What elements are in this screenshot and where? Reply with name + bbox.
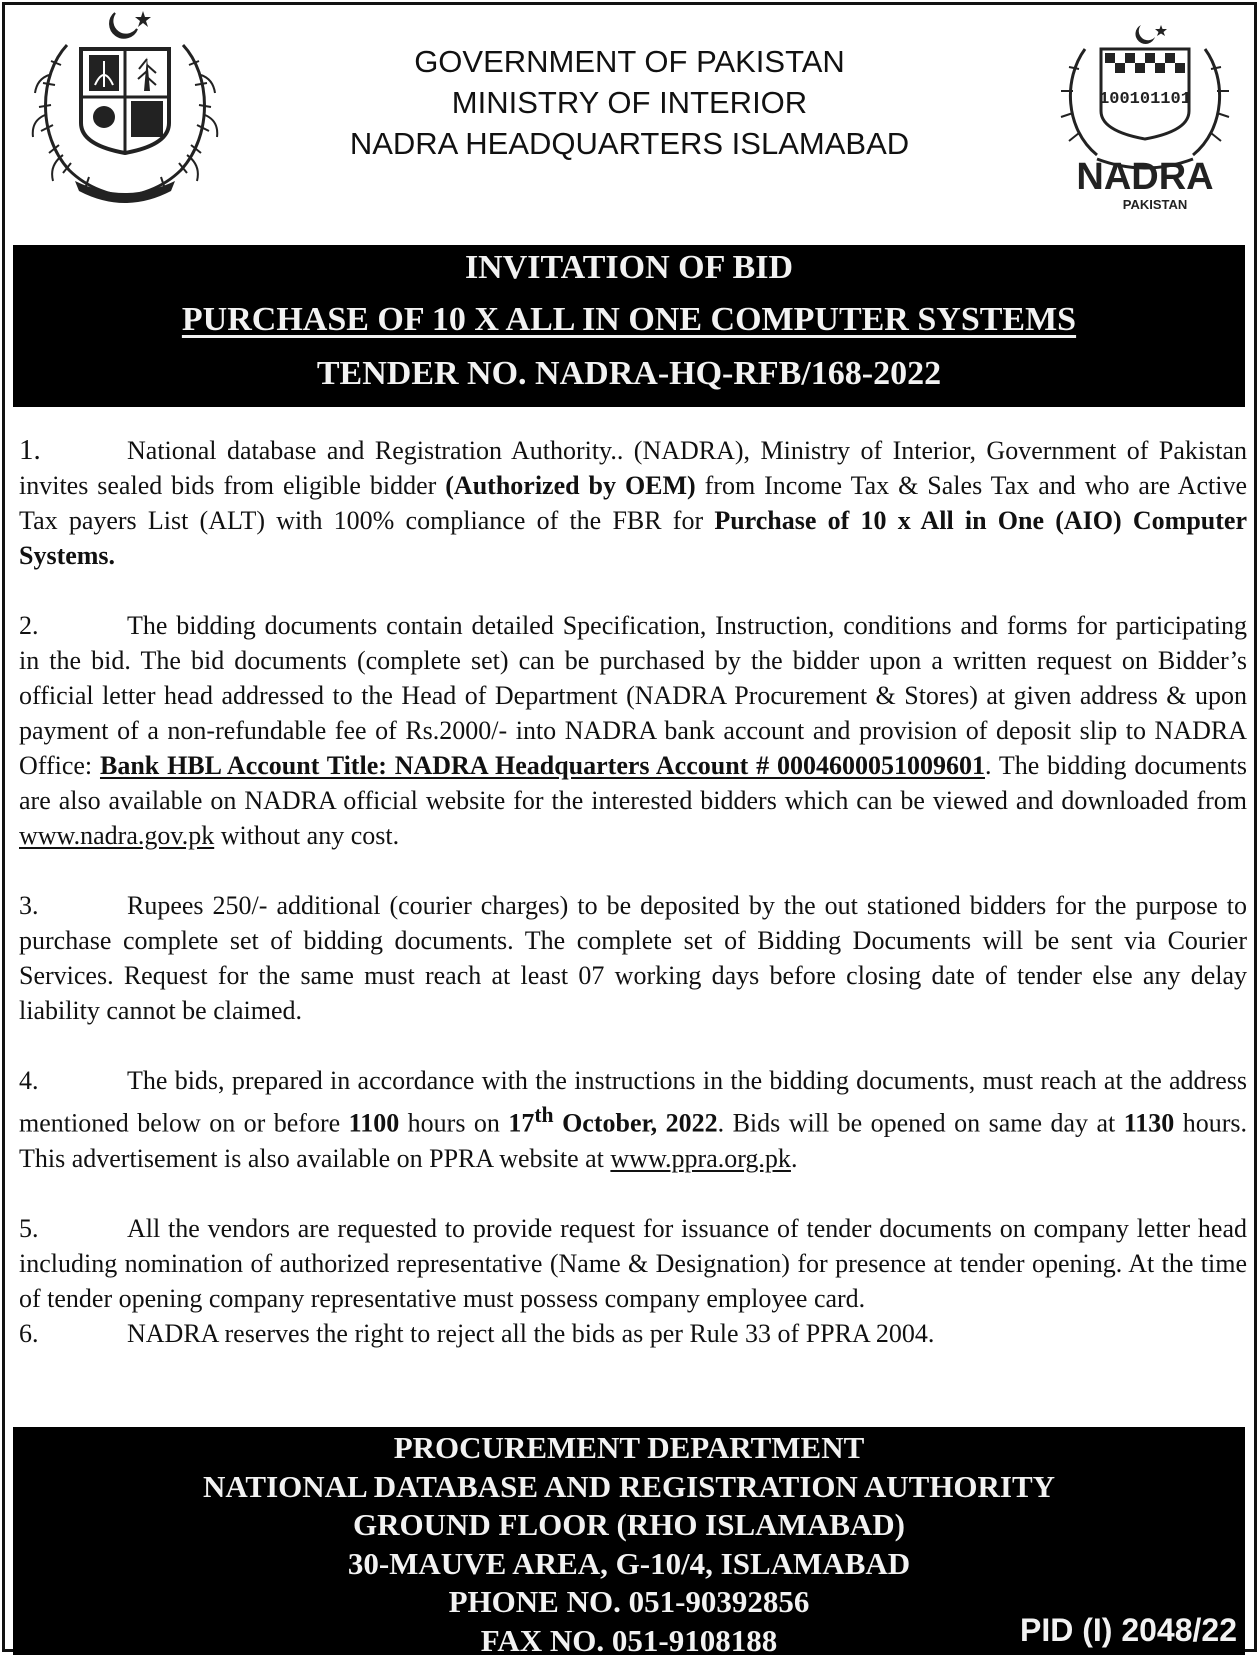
header-line-nadra-hq: NADRA HEADQUARTERS ISLAMABAD <box>265 123 994 164</box>
government-of-pakistan-emblem-icon <box>19 5 231 217</box>
paragraph-2: 2. The bidding documents contain detailed Specification, Instruction, conditions and forms for participating in the bid. The bid documents (complete set) can be purchased by the bidder upon a written request on Bidder’s official letter head addressed to the Head of Department (NADRA Procurement & Stores) at given address & upon payment of a non-refundable fee of Rs.2000/- into NADRA bank account and provision of deposit slip to NADRA Office: Bank HBL Account Title: NADRA Headquarters Account # 0004600051009601. The bidding documents are also available on NADRA official website for the interested bidders which can be viewed and downloaded from www.nadra.gov.pk without any cost. <box>19 608 1247 853</box>
svg-text:PAKISTAN: PAKISTAN <box>1123 197 1188 212</box>
procurement-address-banner <box>13 1427 1245 1655</box>
banner-title: INVITATION OF BID <box>13 249 1245 287</box>
nadra-logo-icon <box>1057 19 1233 215</box>
tender-notice-page <box>2 2 1257 1652</box>
paragraph-6: 6. NADRA reserves the right to reject all the bids as per Rule 33 of PPRA 2004. <box>19 1316 1247 1351</box>
nadra-website-link[interactable]: www.nadra.gov.pk <box>19 821 214 850</box>
notice-body <box>19 433 1247 1351</box>
header-line-government: GOVERNMENT OF PAKISTAN <box>265 41 994 82</box>
header <box>5 5 1254 237</box>
address-area: 30-MAUVE AREA, G-10/4, ISLAMABAD <box>13 1545 1245 1584</box>
ppra-website-link[interactable]: www.ppra.org.pk <box>610 1144 791 1173</box>
svg-text:100101101: 100101101 <box>1099 90 1191 109</box>
pid-number: PID (I) 2048/22 <box>1020 1612 1237 1649</box>
address-department: PROCUREMENT DEPARTMENT <box>13 1429 1245 1468</box>
tender-number: TENDER NO. NADRA-HQ-RFB/168-2022 <box>13 355 1245 393</box>
organization-heading <box>265 41 994 164</box>
invitation-banner <box>13 245 1245 407</box>
address-authority: NATIONAL DATABASE AND REGISTRATION AUTHORITY <box>13 1468 1245 1507</box>
paragraph-4: 4. The bids, prepared in accordance with the instructions in the bidding documents, must reach at the address mentioned below on or before 1100 hours on 17th October, 2022. Bids will be opened on same day at 1130 hours. This advertisement is also available on PPRA website at www.ppra.org.pk. <box>19 1063 1247 1176</box>
address-fax: FAX NO. 051-9108188 <box>13 1622 1245 1660</box>
bank-account-details: Bank HBL Account Title: NADRA Headquarters Account # 0004600051009601 <box>100 751 985 780</box>
svg-text:NADRA: NADRA <box>1076 156 1213 198</box>
paragraph-5: 5. All the vendors are requested to provide request for issuance of tender documents on company letter head including nomination of authorized representative (Name & Designation) for presence at tender opening. At the time of tender opening company representative must possess company employee card. <box>19 1211 1247 1316</box>
paragraph-1: 1. National database and Registration Authority.. (NADRA), Ministry of Interior, Government of Pakistan invites sealed bids from eligible bidder (Authorized by OEM) from Income Tax & Sales Tax and who are Active Tax payers List (ALT) with 100% compliance of the FBR for Purchase of 10 x All in One (AIO) Computer Systems. <box>19 433 1247 573</box>
header-line-ministry: MINISTRY OF INTERIOR <box>265 82 994 123</box>
banner-subtitle: PURCHASE OF 10 X ALL IN ONE COMPUTER SYSTEMS <box>13 301 1245 339</box>
address-floor: GROUND FLOOR (RHO ISLAMABAD) <box>13 1506 1245 1545</box>
paragraph-3: 3. Rupees 250/- additional (courier charges) to be deposited by the out stationed bidders for the purpose to purchase complete set of bidding documents. The complete set of Bidding Documents will be sent via Courier Services. Request for the same must reach at least 07 working days before closing date of tender else any delay liability cannot be claimed. <box>19 888 1247 1028</box>
address-phone: PHONE NO. 051-90392856 <box>13 1583 1245 1622</box>
